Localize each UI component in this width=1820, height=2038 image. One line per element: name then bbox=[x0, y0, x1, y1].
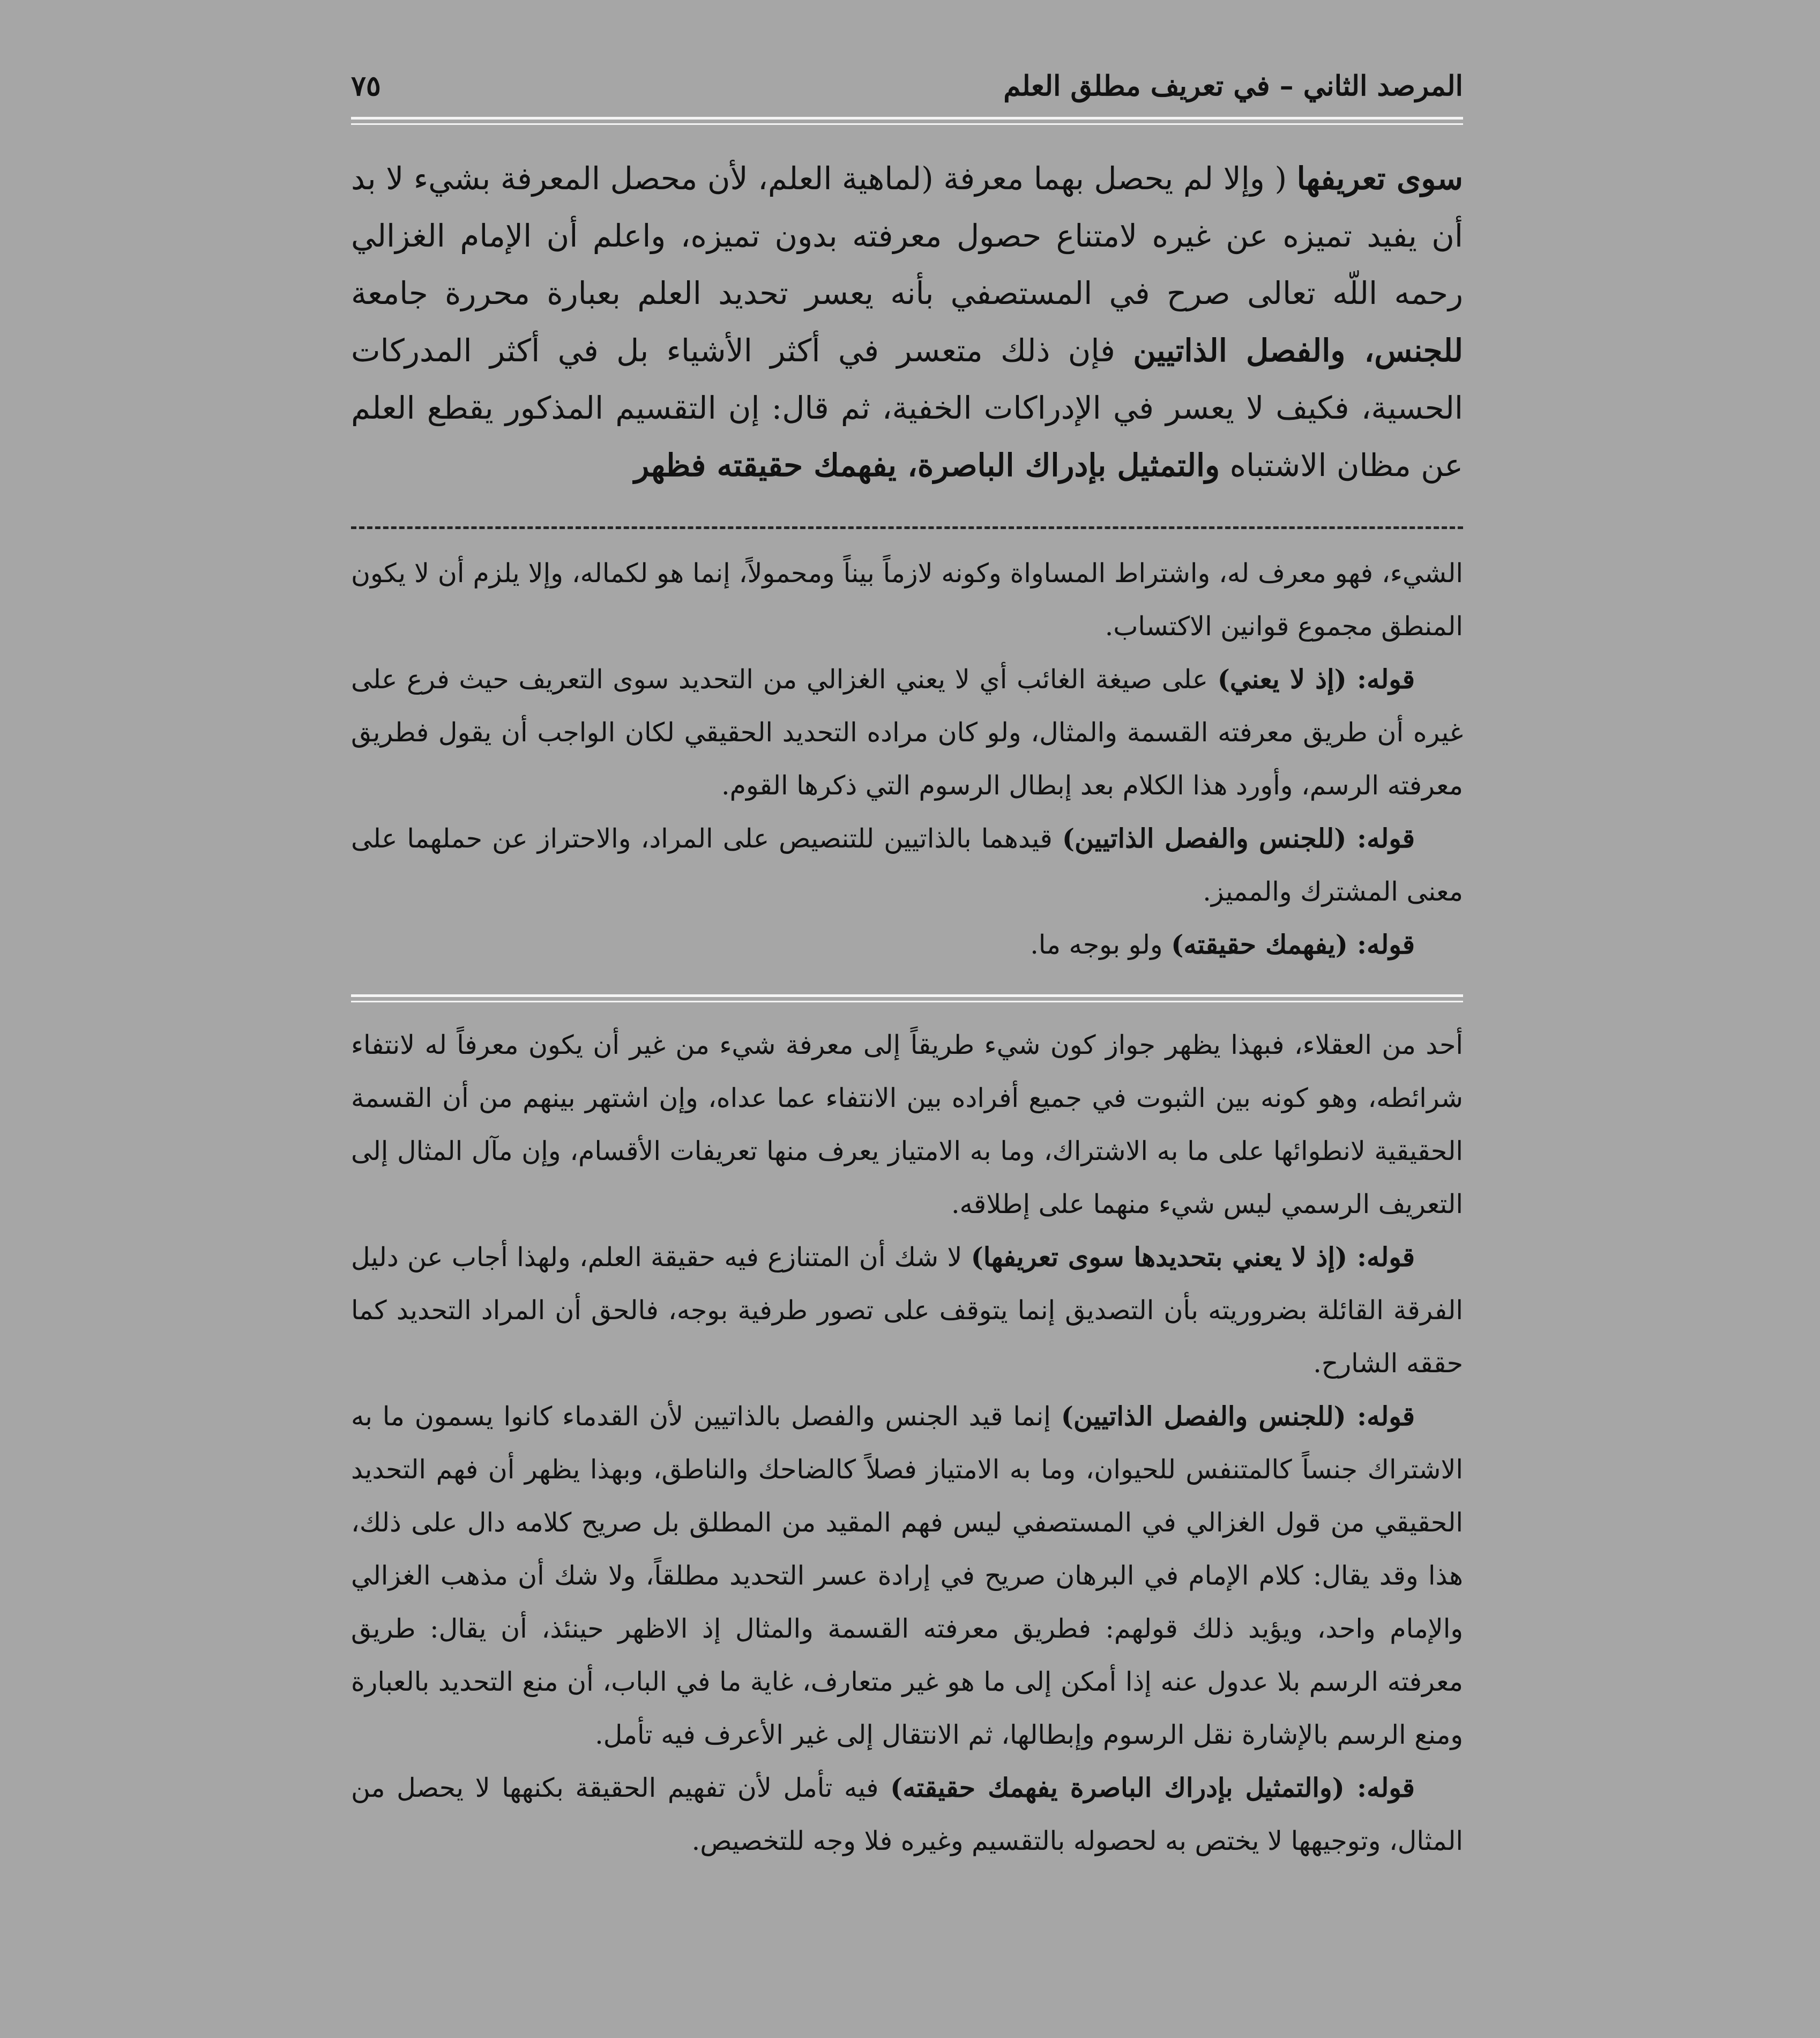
commentary-text: على صيغة الغائب أي لا يعني الغزالي من التحديد سوى التعريف حيث فرع على غيره أن طريق معرفته القسمة والمثال، ولو كان مراده التحديد الحقيقي لكان الواجب أن يقول فطريق معرفته الرسم، وأورد هذا الكلام بعد إبطال الرسوم التي ذكرها القوم. bbox=[351, 664, 1463, 801]
commentary-paragraph: أحد من العقلاء، فبهذا يظهر جواز كون شيء طريقاً إلى معرفة شيء من غير أن يكون معرفاً له لانتفاء شرائطه، وهو كونه بين الثبوت في جميع أفراده بين الانتفاء عما عداه، وإن اشتهر بينهم من أن القسمة الحقيقية لانطوائها على ما به الاشتراك، وما به الامتياز يعرف منها تعريفات الأقسام، وإن مآل المثال إلى التعريف الرسمي ليس شيء منهما على إطلاقه. bbox=[351, 1030, 1463, 1219]
commentary-text: فيه تأمل لأن تفهيم الحقيقة بكنهها لا يحصل من المثال، وتوجيهها لا يختص به لحصوله بالتقسيم وغيره فلا وجه للتخصيص. bbox=[351, 1773, 1463, 1856]
book-page bbox=[351, 64, 1463, 1994]
commentary-first bbox=[351, 547, 1463, 971]
page-header bbox=[351, 70, 1463, 123]
commentary-text: إنما قيد الجنس والفصل بالذاتيين لأن القدماء كانوا يسمون ما به الاشتراك جنساً كالمتنفس للحيوان، وما به الامتياز فصلاً كالضاحك والناطق، وبهذا يظهر أن فهم التحديد الحقيقي من قول الغزالي في المستصفي ليس فهم المقيد من المطلق بل صريح كلامه دال على ذلك، هذا وقد يقال: كلام الإمام في البرهان صريح في إرادة عسر التحديد مطلقاً، ولا شك أن مذهب الغزالي والإمام واحد، ويؤيد ذلك قولهم: فطريق معرفته القسمة والمثال إذ الاظهر حينئذ، أن يقال: طريق معرفته الرسم بلا عدول عنه إذا أمكن إلى ما هو غير متعارف، غاية ما في الباب، أن منع التحديد بالعبارة ومنع الرسم بالإشارة نقل الرسوم وإبطالها، ثم الانتقال إلى غير الأعرف فيه تأمل. bbox=[351, 1401, 1463, 1750]
commentary-text: لا شك أن المتنازع فيه حقيقة العلم، ولهذا أجاب عن دليل الفرقة القائلة بضروريته بأن التصديق إنما يتوقف على تصور طرفية بوجه، فالحق أن المراد التحديد كما حققه الشارح. bbox=[351, 1242, 1463, 1379]
commentary-second bbox=[351, 1018, 1463, 1868]
main-text-run: ( وإلا لم يحصل بهما معرفة (لماهية العلم، لأن محصل المعرفة بشيء لا بد أن يفيد تميزه عن غيره لامتناع حصول معرفته بدون تميزه، واعلم أن الإمام الغزالي رحمه اللّه تعالى صرح في المستصفي بأنه يعسر تحديد العلم بعبارة محررة جامعة bbox=[351, 160, 1463, 311]
main-bold-phrase: والتمثيل بإدراك الباصرة، يفهمك حقيقته فظهر bbox=[634, 447, 1220, 484]
separator-rule-secondary bbox=[351, 1001, 1463, 1002]
main-bold-phrase: سوى تعريفها bbox=[1296, 160, 1463, 197]
commentary-paragraph bbox=[351, 1761, 1463, 1868]
page-number: ٧٥ bbox=[351, 70, 381, 102]
commentary-text: قيدهما بالذاتيين للتنصيص على المراد، والاحتراز عن حملهما على معنى المشترك والمميز. bbox=[351, 823, 1463, 907]
commentary-paragraph bbox=[351, 653, 1463, 812]
header-rule bbox=[351, 117, 1463, 120]
commentary-paragraph: الشيء، فهو معرف له، واشتراط المساواة وكونه لازماً بيناً ومحمولاً، إنما هو لكماله، وإلا يلزم أن لا يكون المنطق مجموع قوانين الاكتساب. bbox=[351, 558, 1463, 642]
commentary-label: قوله: (إذ لا يعني بتحديدها سوى تعريفها) bbox=[971, 1241, 1415, 1273]
commentary-label: قوله: (يفهمك حقيقته) bbox=[1171, 929, 1415, 960]
commentary-label: قوله: (للجنس والفصل الذاتيين) bbox=[1062, 823, 1415, 854]
main-text-run: فإن ذلك متعسر في أكثر الأشياء بل في أكثر المدركات الحسية، فكيف لا يعسر في الإدراكات الخفية، ثم قال: إن التقسيم المذكور يقطع العلم عن مظان الاشتباه bbox=[351, 332, 1463, 484]
commentary-label: قوله: (والتمثيل بإدراك الباصرة يفهمك حقيقته) bbox=[890, 1772, 1415, 1803]
commentary-paragraph bbox=[351, 1231, 1463, 1390]
commentary-paragraph bbox=[351, 812, 1463, 918]
main-paragraph bbox=[351, 150, 1463, 494]
header-rule-secondary bbox=[351, 123, 1463, 125]
chapter-title: المرصد الثاني – في تعريف مطلق العلم bbox=[1003, 70, 1463, 102]
commentary-paragraph bbox=[351, 1390, 1463, 1761]
commentary-label: قوله: (إذ لا يعني) bbox=[1217, 664, 1415, 695]
commentary-paragraph bbox=[351, 918, 1463, 971]
commentary-text: ولو بوجه ما. bbox=[1030, 929, 1172, 960]
main-text bbox=[351, 150, 1463, 494]
separator-rule bbox=[351, 994, 1463, 997]
main-bold-phrase: للجنس، والفصل الذاتيين bbox=[1133, 332, 1463, 369]
separator-dashed bbox=[351, 526, 1463, 529]
commentary-label: قوله: (للجنس والفصل الذاتيين) bbox=[1061, 1401, 1415, 1432]
